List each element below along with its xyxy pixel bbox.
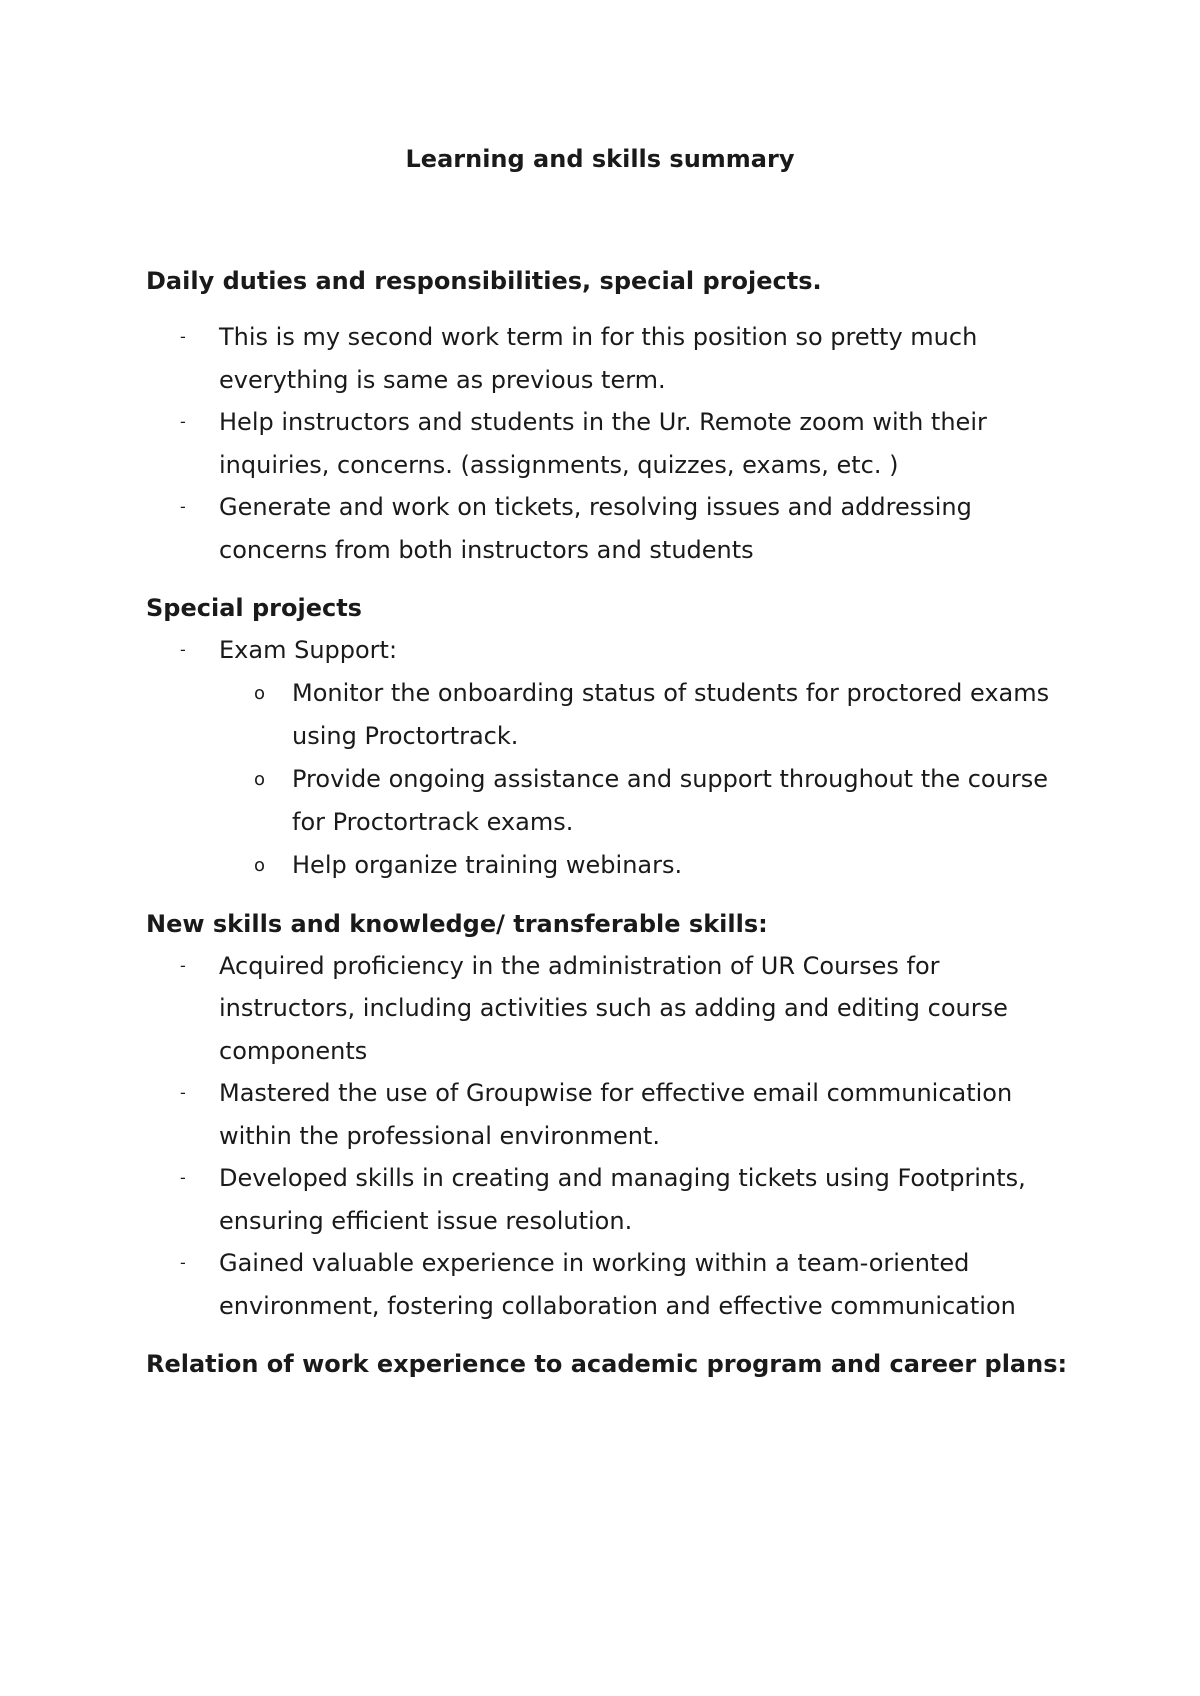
- special-list: [146, 629, 1076, 887]
- special-sublist: [219, 672, 1076, 887]
- sub-list-item: o Monitor the onboarding status of students for proctored exams using Proctortrack.: [146, 672, 1076, 758]
- document-body: [146, 260, 1076, 1385]
- dash-marker: -: [180, 1168, 186, 1187]
- list-item: - Acquired proficiency in the administration of UR Courses for instructors, including activities such as adding and editing course components: [146, 945, 1076, 1073]
- page-title: Learning and skills summary: [405, 145, 795, 173]
- dash-marker: -: [180, 1253, 186, 1272]
- section-heading-skills: New skills and knowledge/ transferable skills:: [146, 909, 768, 938]
- list-item: - This is my second work term in for this position so pretty much everything is same as previous term.: [146, 316, 1076, 401]
- section-heading-relation: Relation of work experience to academic program and career plans:: [146, 1350, 1068, 1378]
- dash-marker: -: [180, 1083, 186, 1102]
- list-item: - Generate and work on tickets, resolving issues and addressing concerns from both instructors and students: [146, 486, 1076, 571]
- sub-list-item: o Provide ongoing assistance and support throughout the course for Proctortrack exams.: [146, 758, 1076, 844]
- section-heading-daily: Daily duties and responsibilities, special projects.: [146, 267, 822, 295]
- dash-marker: -: [180, 412, 186, 431]
- list-item: - Mastered the use of Groupwise for effective email communication within the professional environment.: [146, 1072, 1076, 1157]
- dash-marker: -: [180, 640, 186, 659]
- list-item: - Help instructors and students in the Ur. Remote zoom with their inquiries, concerns. (assignments, quizzes, exams, etc. ): [146, 401, 1076, 486]
- sub-list-item: o Help organize training webinars.: [146, 844, 1076, 887]
- list-item: - Developed skills in creating and managing tickets using Footprints, ensuring efficient issue resolution.: [146, 1157, 1076, 1242]
- skills-list: [146, 945, 1076, 1328]
- dash-marker: -: [180, 327, 186, 346]
- daily-list: [146, 316, 1076, 571]
- circle-marker: o: [254, 682, 266, 704]
- dash-marker: -: [180, 497, 186, 516]
- circle-marker: o: [254, 768, 266, 790]
- list-item: - Exam Support: o Monitor the onboarding status of students for proctored exams using Proctortrack. o Provide ongoing assistance and support throughout the course for Proctortrack exams. o Help organize training webinars.: [146, 629, 1076, 887]
- section-heading-special: Special projects: [146, 594, 362, 622]
- list-item: - Gained valuable experience in working within a team-oriented environment, fostering collaboration and effective communication: [146, 1242, 1076, 1327]
- circle-marker: o: [254, 854, 266, 876]
- dash-marker: -: [180, 955, 186, 975]
